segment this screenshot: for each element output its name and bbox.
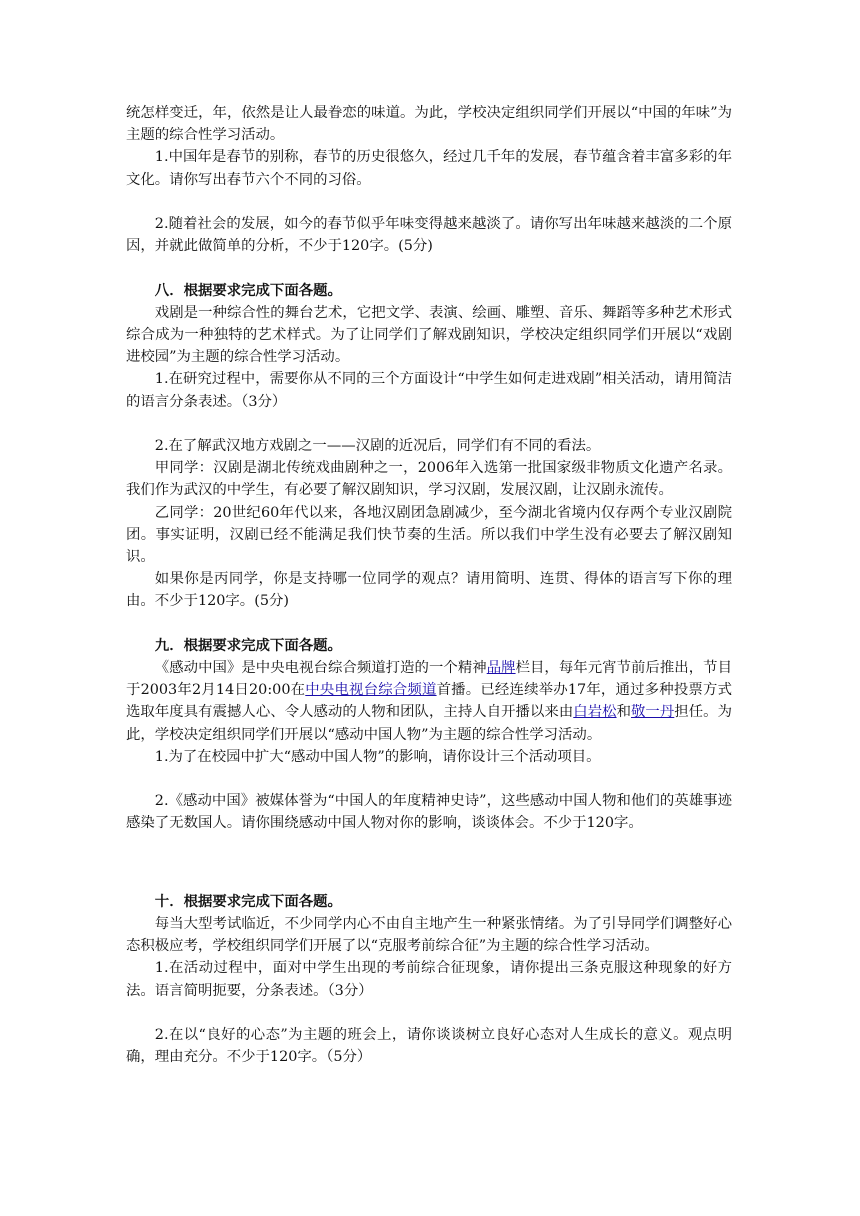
link-brand[interactable]: 品牌 (486, 660, 516, 677)
document-body (126, 102, 732, 1068)
question-7-1: 1.中国年是春节的别称，春节的历史很悠久，经过几千年的发展，春节蕴含着丰富多彩的年文化。请你写出春节六个不同的习俗。 (126, 149, 732, 188)
section-heading-10: 十．根据要求完成下面各题。 (154, 892, 342, 910)
link-cctv-channel[interactable]: 中央电视台综合频道 (305, 682, 437, 699)
question-8-2: 2.在了解武汉地方戏剧之一——汉剧的近况后，同学们有不同的看法。 (154, 438, 601, 454)
question-9-1: 1.为了在校园中扩大“感动中国人物”的影响，请你设计三个活动项目。 (154, 748, 601, 765)
section-heading-9: 九．根据要求完成下面各题。 (154, 636, 342, 654)
question-10-1: 1.在活动过程中，面对中学生出现的考前综合征现象，请你提出三条克服这种现象的好方法。语言简明扼要，分条表述。（3分） (126, 960, 732, 999)
paragraph-touching-china: 《感动中国》是中央电视台综合频道打造的一个精神品牌栏目，每年元宵节前后推出，节目于2003年2月14日20:00在中央电视台综合频道首播。已经连续举办17年，通过多种投票方式选取年度具有震撼人心、令人感动的人物和团队，主持人自开播以来由白岩松和敬一丹担任。为此，学校决定组织同学们开展以“感动中国人物”为主题的综合性学习活动。 (126, 660, 732, 743)
student-a-opinion: 甲同学：汉剧是湖北传统戏曲剧种之一，2006年入选第一批国家级非物质文化遗产名录。我们作为武汉的中学生，有必要了解汉剧知识，学习汉剧，发展汉剧，让汉剧永流传。 (126, 460, 732, 499)
student-b-opinion: 乙同学：20世纪60年代以来，各地汉剧团急剧减少，至今湖北省境内仅存两个专业汉剧院团。事实证明，汉剧已经不能满足我们快节奏的生活。所以我们中学生没有必要去了解汉剧知识。 (126, 504, 732, 566)
paragraph-intro-continued: 统怎样变迁，年，依然是让人最眷恋的味道。为此，学校决定组织同学们开展以“中国的年味”为主题的综合性学习活动。 (126, 105, 732, 144)
paragraph-exam-stress: 每当大型考试临近，不少同学内心不由自主地产生一种紧张情绪。为了引导同学们调整好心态积极应考，学校组织同学们开展了以“克服考前综合征”为主题的综合性学习活动。 (126, 916, 732, 955)
link-jing-yidan[interactable]: 敬一丹 (631, 704, 675, 721)
question-10-2: 2.在以“良好的心态”为主题的班会上，请你谈谈树立良好心态对人生成长的意义。观点明确，理由充分。不少于120字。（5分） (126, 1027, 732, 1066)
question-7-2: 2.随着社会的发展，如今的春节似乎年味变得越来越淡了。请你写出年味越来越淡的二个原因，并就此做简单的分析，不少于120字。(5分) (126, 216, 732, 255)
question-8-1: 1.在研究过程中，需要你从不同的三个方面设计“中学生如何走进戏剧”相关活动，请用简洁的语言分条表述。（3分） (126, 371, 732, 410)
paragraph-drama-intro: 戏剧是一种综合性的舞台艺术，它把文学、表演、绘画、雕塑、音乐、舞蹈等多种艺术形式综合成为一种独特的艺术样式。为了让同学们了解戏剧知识，学校决定组织同学们开展以“戏剧进校园”为主题的综合性学习活动。 (126, 304, 732, 366)
question-9-2: 2.《感动中国》被媒体誉为“中国人的年度精神史诗”，这些感动中国人物和他们的英雄事迹感染了无数国人。请你围绕感动中国人物对你的影响，谈谈体会。不少于120字。 (126, 793, 732, 832)
link-bai-yansong[interactable]: 白岩松 (573, 704, 617, 721)
section-heading-8: 八．根据要求完成下面各题。 (154, 281, 342, 299)
question-8-2-prompt: 如果你是丙同学，你是支持哪一位同学的观点？请用简明、连贯、得体的语言写下你的理由。不少于120字。(5分) (126, 571, 732, 610)
